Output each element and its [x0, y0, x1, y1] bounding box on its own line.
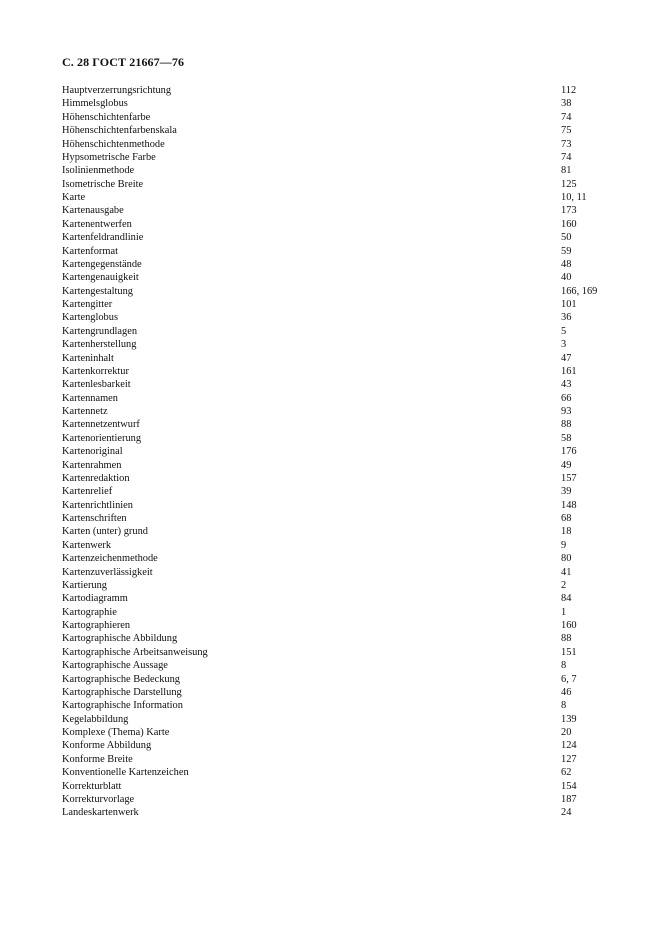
- index-entry: [62, 686, 622, 699]
- index-term: Kartenentwerfen: [62, 218, 132, 230]
- index-entry: [62, 164, 622, 177]
- index-page-number: 73: [561, 138, 572, 150]
- index-entry: [62, 405, 622, 418]
- index-entry: [62, 231, 622, 244]
- index-page-number: 41: [561, 566, 572, 578]
- index-page-number: 5: [561, 325, 567, 337]
- index-page-number: 43: [561, 379, 572, 391]
- index-entry: [62, 726, 622, 739]
- index-page-number: 36: [561, 312, 572, 324]
- index-term: Komplexe (Thema) Karte: [62, 727, 170, 738]
- index-term: Kartenrahmen: [62, 459, 122, 471]
- index-entry: [62, 512, 622, 525]
- index-entry: [62, 84, 622, 97]
- index-term: Kartenkorrektur: [62, 365, 129, 377]
- index-page-number: 8: [561, 660, 567, 672]
- index-term: Kartengestaltung: [62, 285, 133, 297]
- index-term: Kartengitter: [62, 299, 113, 310]
- index-term: Kartenzeichenmethode: [62, 553, 158, 565]
- index-term: Höhenschichtenfarbenskala: [62, 125, 177, 137]
- index-page-number: 3: [561, 339, 567, 351]
- index-entry: [62, 739, 622, 752]
- index-page-number: 151: [561, 646, 577, 658]
- index-term: Isometrische Breite: [62, 178, 144, 190]
- index-entry: [62, 271, 622, 284]
- index-entry: [62, 298, 622, 311]
- index-term: Kartographische Arbeitsanweisung: [62, 646, 208, 658]
- index-page-number: 74: [561, 151, 572, 163]
- index-page-number: 66: [561, 392, 572, 404]
- index-term: Kartographie: [62, 606, 117, 618]
- index-term: Isolinienmethode: [62, 165, 135, 177]
- index-term: Kartenschriften: [62, 513, 127, 524]
- index-page-number: 81: [561, 165, 572, 177]
- index-page-number: 148: [561, 499, 577, 511]
- index-page-number: 6, 7: [561, 673, 577, 685]
- index-term: Kartodiagramm: [62, 593, 128, 605]
- index-page-number: 58: [561, 432, 572, 444]
- index-page-number: 24: [561, 807, 572, 819]
- index-term: Kartengegenstände: [62, 258, 142, 270]
- index-term: Kartographische Information: [62, 700, 183, 712]
- index-term: Konventionelle Kartenzeichen: [62, 767, 189, 779]
- index-page-number: 47: [561, 352, 572, 364]
- index-page-number: 160: [561, 218, 577, 230]
- index-entry: [62, 258, 622, 271]
- index-entry: [62, 97, 622, 110]
- index-page-number: 80: [561, 553, 572, 565]
- index-page-number: 84: [561, 593, 572, 605]
- index-term: Kartenwerk: [62, 539, 112, 551]
- index-page-number: 10, 11: [561, 192, 587, 203]
- index-entry: [62, 632, 622, 645]
- index-page-number: 74: [561, 111, 572, 123]
- index-term: Kartenherstellung: [62, 339, 137, 351]
- index-entry: [62, 191, 622, 204]
- index-entry: [62, 204, 622, 217]
- index-term: Kartenformat: [62, 245, 118, 257]
- index-term: Kartenausgabe: [62, 205, 124, 217]
- index-page-number: 88: [561, 419, 572, 431]
- index-entry: [62, 713, 622, 726]
- index-term: Höhenschichtenmethode: [62, 138, 165, 150]
- index-page-number: 50: [561, 232, 572, 244]
- index-page-number: 139: [561, 713, 577, 725]
- index-term: Kartographische Bedeckung: [62, 673, 181, 685]
- index-term: Kegelabbildung: [62, 713, 129, 725]
- index-entry: [62, 766, 622, 779]
- page-header: С. 28 ГОСТ 21667—76: [62, 55, 185, 69]
- index-entry: [62, 432, 622, 445]
- index-entry: [62, 592, 622, 605]
- index-entry: [62, 606, 622, 619]
- index-page-number: 176: [561, 446, 577, 458]
- index-term: Kartographische Darstellung: [62, 686, 182, 698]
- index-page-number: 93: [561, 406, 572, 417]
- index-entry: [62, 311, 622, 324]
- index-term: Kartenrichtlinien: [62, 499, 133, 511]
- index-entry: [62, 445, 622, 458]
- index-term: Konforme Breite: [62, 753, 133, 765]
- index-page-number: 9: [561, 539, 567, 551]
- index-term: Kartenrelief: [62, 486, 113, 498]
- index-entry: [62, 245, 622, 258]
- index-entry: [62, 151, 622, 164]
- index-term: Kartenlesbarkeit: [62, 379, 131, 391]
- index-entry: [62, 352, 622, 365]
- index-page-number: 154: [561, 780, 577, 792]
- index-entry: [62, 566, 622, 579]
- index-entry: [62, 753, 622, 766]
- index-page-number: 18: [561, 526, 572, 538]
- index-term: Kartengenauigkeit: [62, 272, 139, 284]
- index-page-number: 62: [561, 767, 572, 779]
- index-term: Kartenoriginal: [62, 446, 123, 458]
- index-entry: [62, 138, 622, 151]
- index-entry: [62, 124, 622, 137]
- index-page-number: 8: [561, 700, 567, 712]
- index-page-number: 160: [561, 620, 577, 631]
- index-page-number: 48: [561, 258, 572, 270]
- index-page-number: 1: [561, 606, 567, 618]
- index-page-number: 166, 169: [561, 285, 598, 297]
- index-page-number: 38: [561, 98, 572, 110]
- index-term: Landeskartenwerk: [62, 807, 139, 819]
- index-page-number: 20: [561, 727, 572, 738]
- index-list: [62, 84, 622, 820]
- index-term: Karte: [62, 192, 86, 203]
- index-entry: [62, 619, 622, 632]
- index-term: Höhenschichtenfarbe: [62, 111, 151, 123]
- index-entry: [62, 806, 622, 819]
- index-page-number: 157: [561, 472, 577, 484]
- index-page-number: 2: [561, 579, 567, 591]
- index-term: Kartenorientierung: [62, 432, 142, 444]
- index-page-number: 39: [561, 486, 572, 498]
- index-page-number: 40: [561, 272, 572, 284]
- index-page-number: 127: [561, 753, 577, 765]
- index-entry: [62, 793, 622, 806]
- index-entry: [62, 659, 622, 672]
- index-page-number: 161: [561, 365, 577, 377]
- index-page-number: 112: [561, 85, 577, 96]
- index-term: Hypsometrische Farbe: [62, 151, 156, 163]
- index-entry: [62, 525, 622, 538]
- index-term: Kartenzuverlässigkeit: [62, 566, 153, 578]
- index-term: Kartennetz: [62, 406, 108, 417]
- index-term: Korrekturblatt: [62, 780, 122, 792]
- index-term: Korrekturvorlage: [62, 793, 135, 805]
- index-entry: [62, 780, 622, 793]
- index-page-number: 173: [561, 205, 577, 217]
- index-entry: [62, 392, 622, 405]
- index-term: Hauptverzerrungsrichtung: [62, 85, 172, 96]
- index-entry: [62, 378, 622, 391]
- index-page-number: 187: [561, 793, 577, 805]
- index-term: Kartenfeldrandlinie: [62, 232, 144, 244]
- index-term: Kartographische Aussage: [62, 660, 168, 672]
- index-entry: [62, 499, 622, 512]
- index-entry: [62, 218, 622, 231]
- index-term: Kartengrundlagen: [62, 325, 138, 337]
- index-page-number: 124: [561, 740, 577, 752]
- index-entry: [62, 539, 622, 552]
- index-entry: [62, 472, 622, 485]
- index-term: Kartierung: [62, 579, 108, 591]
- index-entry: [62, 646, 622, 659]
- index-page-number: 125: [561, 178, 577, 190]
- index-page-number: 46: [561, 686, 572, 698]
- index-page-number: 68: [561, 513, 572, 524]
- index-term: Kartennamen: [62, 392, 118, 404]
- index-term: Karten (unter) grund: [62, 526, 148, 538]
- index-entry: [62, 699, 622, 712]
- index-entry: [62, 673, 622, 686]
- index-term: Kartenredaktion: [62, 472, 130, 484]
- index-entry: [62, 111, 622, 124]
- index-term: Kartographische Abbildung: [62, 633, 178, 645]
- index-entry: [62, 178, 622, 191]
- index-page-number: 101: [561, 299, 577, 310]
- index-entry: [62, 338, 622, 351]
- index-entry: [62, 459, 622, 472]
- index-entry: [62, 418, 622, 431]
- index-entry: [62, 485, 622, 498]
- index-entry: [62, 552, 622, 565]
- index-entry: [62, 579, 622, 592]
- index-term: Karteninhalt: [62, 352, 114, 364]
- index-term: Kartographieren: [62, 620, 131, 631]
- index-entry: [62, 365, 622, 378]
- index-entry: [62, 285, 622, 298]
- index-entry: [62, 325, 622, 338]
- index-page-number: 59: [561, 245, 572, 257]
- index-page-number: 88: [561, 633, 572, 645]
- index-term: Kartenglobus: [62, 312, 118, 324]
- index-page-number: 75: [561, 125, 572, 137]
- index-page-number: 49: [561, 459, 572, 471]
- index-term: Himmelsglobus: [62, 98, 128, 110]
- index-term: Kartennetzentwurf: [62, 419, 140, 431]
- index-term: Konforme Abbildung: [62, 740, 152, 752]
